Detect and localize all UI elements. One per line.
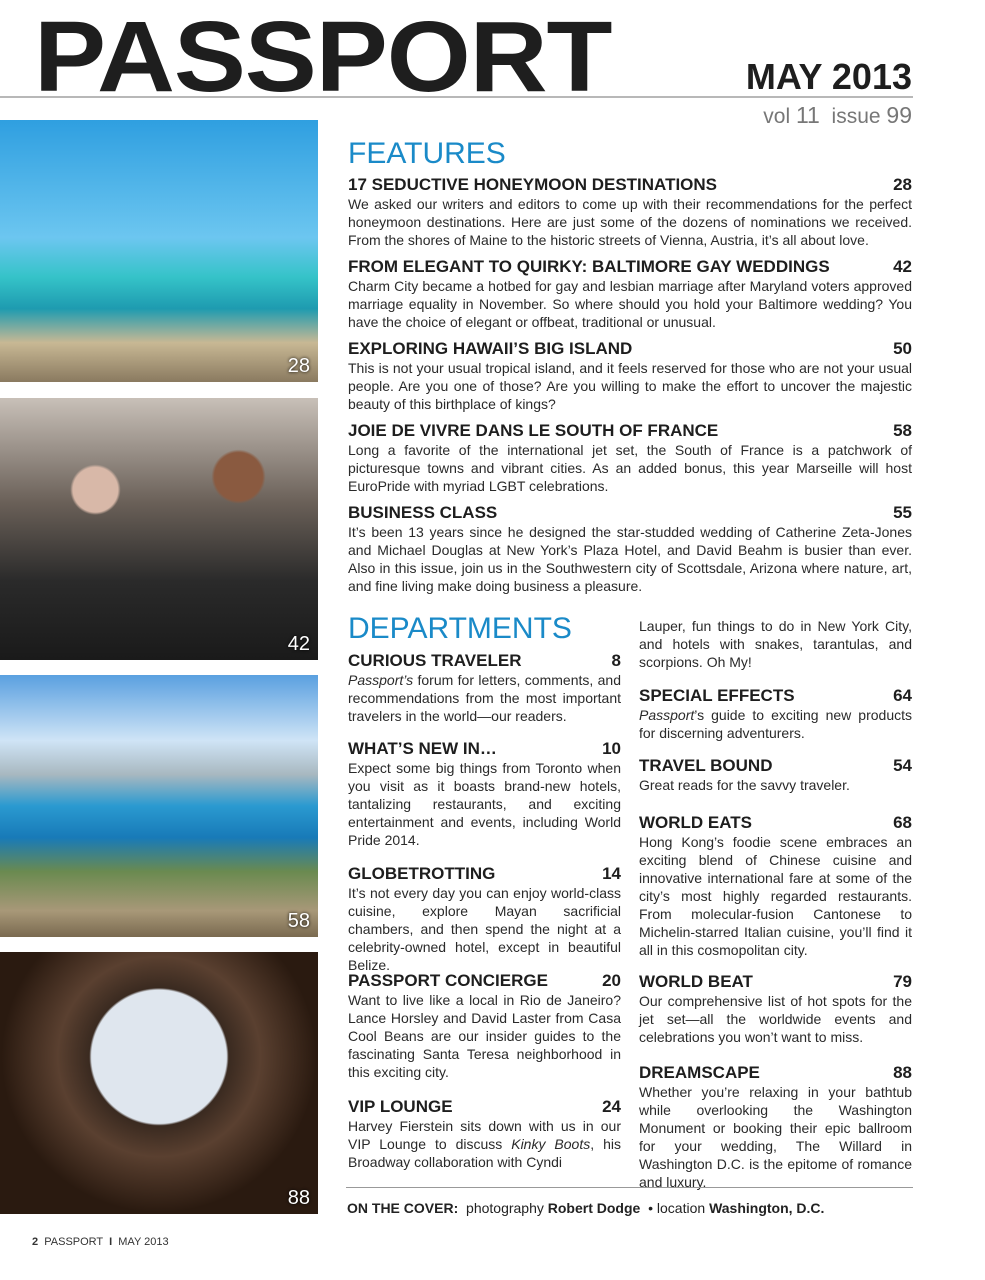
cover-credit: ON THE COVER: photography Robert Dodge • location Washington, D.C.	[347, 1200, 825, 1216]
department-entry[interactable]: WORLD BEAT 79 Our comprehensive list of hot spots for the jet set—all the worldwide events and celebrations you won’t want to miss.	[639, 972, 912, 1045]
page-footer: 2 PASSPORT I MAY 2013	[32, 1236, 169, 1248]
feature-entry[interactable]: EXPLORING HAWAII’S BIG ISLAND 50 This is not your usual tropical island, and it feels reserved for those who are not your usual people. Are you one of those? Are you willing to make the effort to uncover the majestic beauty of this birthplace of kings?	[348, 339, 912, 412]
features-heading: FEATURES	[348, 137, 506, 170]
photo-page-number: 58	[287, 910, 310, 932]
department-entry[interactable]: WHAT’S NEW IN… 10 Expect some big things from Toronto when you visit as it boasts brand-new hotels, tantalizing restaurants, and exciting entertainment and events, including World Pride 2014.	[348, 739, 621, 848]
department-entry[interactable]: CURIOUS TRAVELER 8 Passport’s forum for letters, comments, and recommendations from the most important travelers in the world—our readers.	[348, 651, 621, 724]
department-entry[interactable]: GLOBETROTTING 14 It’s not every day you can enjoy world-class cuisine, explore Mayan sacrificial chambers, and then spend the night at a celebrity-owned hotel, except in beautiful Belize.	[348, 864, 621, 973]
feature-entry[interactable]: 17 SEDUCTIVE HONEYMOON DESTINATIONS 28 We asked our writers and editors to come up with their recommendations for the perfect honeymoon destinations. Here are just some of the dozens of nominations we received. From the shores of Maine to the historic streets of Vienna, Austria, it’s all about love.	[348, 175, 912, 248]
feature-entry[interactable]: JOIE DE VIVRE DANS LE SOUTH OF FRANCE 58 Long a favorite of the international jet set, the South of France is a patchwork of picturesque towns and vibrant cities. As an added bonus, this year Marseille will host EuroPride with myriad LGBT celebrations.	[348, 421, 912, 494]
department-entry[interactable]: DREAMSCAPE 88 Whether you’re relaxing in your bathtub while overlooking the Washington Monument or booking their epic ballroom for your wedding, The Willard in Washington D.C. is the epitome of romance and luxury.	[639, 1063, 912, 1190]
feature-entry[interactable]: BUSINESS CLASS 55 It’s been 13 years since he designed the star-studded wedding of Catherine Zeta-Jones and Michael Douglas at New York’s Plaza Hotel, and David Beahm is busier than ever. Also in this issue, join us in the Southwestern city of Scottsdale, Arizona where nature, art, and fine living make doing business a pleasure.	[348, 503, 912, 594]
department-entry[interactable]: TRAVEL BOUND 54 Great reads for the savvy traveler.	[639, 756, 912, 793]
department-entry[interactable]: VIP LOUNGE 24 Harvey Fierstein sits down with us in our VIP Lounge to discuss Kinky Boots, his Broadway collaboration with Cyndi	[348, 1097, 621, 1170]
photo-page-number: 28	[287, 355, 310, 377]
photo-page-number: 88	[287, 1187, 310, 1209]
photo-wedding	[0, 398, 318, 660]
department-entry-continued: Lauper, fun things to do in New York City, and hotels with snakes, tarantulas, and scorpions. Oh My!	[639, 618, 912, 670]
header-divider	[0, 96, 913, 98]
departments-heading: DEPARTMENTS	[348, 612, 572, 645]
cover-divider	[346, 1187, 913, 1188]
photo-bathtub	[0, 952, 318, 1214]
masthead-logo: PASSPORT	[34, 1, 612, 113]
photo-page-number: 42	[287, 633, 310, 655]
volume-issue: vol 11 issue 99	[763, 102, 912, 128]
photo-coast	[0, 675, 318, 937]
issue-date: MAY 2013	[745, 56, 912, 97]
department-entry[interactable]: SPECIAL EFFECTS 64 Passport’s guide to exciting new products for discerning adventurers.	[639, 686, 912, 741]
photo-beach	[0, 120, 318, 382]
feature-entry[interactable]: FROM ELEGANT TO QUIRKY: BALTIMORE GAY WEDDINGS 42 Charm City became a hotbed for gay and lesbian marriage after Maryland voters approved marriage equality in November. So where should you hold your Baltimore wedding? You have the choice of elegant or offbeat, traditional or unusual.	[348, 257, 912, 330]
department-entry[interactable]: PASSPORT CONCIERGE 20 Want to live like a local in Rio de Janeiro? Lance Horsley and David Laster from Casa Cool Beans are our insider guides to the fascinating Santa Teresa neighborhood in this exciting city.	[348, 971, 621, 1080]
department-entry[interactable]: WORLD EATS 68 Hong Kong’s foodie scene embraces an exciting blend of Chinese cuisine and innovative international fare at some of the city’s most highly regarded restaurants. From molecular-fusion Cantonese to Michelin-starred Italian cuisine, you’ll find it all in this cosmopolitan city.	[639, 813, 912, 958]
